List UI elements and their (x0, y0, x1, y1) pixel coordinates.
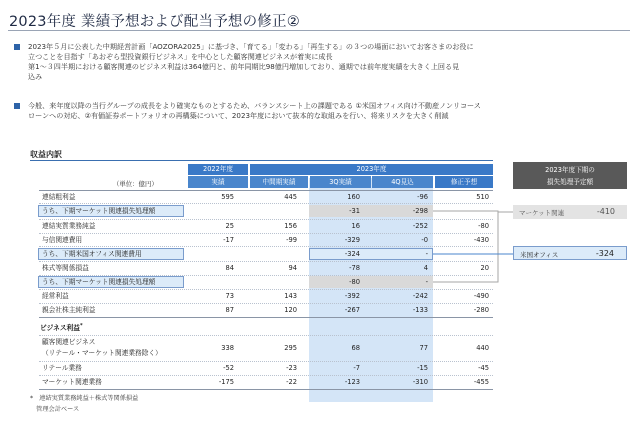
side-market-value: -410 (596, 207, 615, 216)
value-cell: 4 (423, 264, 428, 272)
value-cell: -22 (286, 378, 297, 386)
value-cell: 156 (284, 222, 297, 230)
value-cell: -252 (412, 222, 428, 230)
value-cell: -31 (349, 207, 360, 215)
value-cell: 68 (351, 344, 360, 352)
value-cell: -7 (353, 364, 360, 372)
side-header-line-1: 2023年度下期の (545, 166, 595, 174)
value-cell: -96 (417, 193, 428, 201)
bullet-1-line-3: 第1～３四半期における顧客関連のビジネス利益は364億円と、前年同期比98億円増加しており、通期では前年度実績を大きく上回る見 (28, 62, 460, 71)
bullet-2-line-1: 今般、来年度以降の当行グループの成長をより確実なものとするため、バランスシート上の課題である ①米国オフィス向け不動産ノンリコース (28, 101, 481, 110)
row-label-market-loss-1: うち、下期マーケット関連損失処理額 (42, 207, 156, 215)
header-fy2022: 2022年度 (188, 164, 248, 175)
value-cell: 160 (347, 193, 360, 201)
value-cell: 20 (480, 264, 489, 272)
value-cell: -298 (412, 207, 428, 215)
value-cell: -455 (473, 378, 489, 386)
value-cell: -392 (344, 292, 360, 300)
header-q4: 4Q見込 (372, 176, 433, 188)
value-cell: 84 (225, 264, 234, 272)
business-profit-title-text: ビジネス利益 (40, 324, 80, 333)
value-cell: 25 (225, 222, 234, 230)
row-label-retail: リテール業務 (42, 364, 82, 372)
value-cell: -175 (218, 378, 234, 386)
value-cell: 595 (221, 193, 234, 201)
header-q3: 3Q実績 (310, 176, 371, 188)
value-cell: -23 (286, 364, 297, 372)
value-cell: 94 (288, 264, 297, 272)
value-cell: 87 (225, 306, 234, 314)
row-label-market-business: マーケット関連業務 (42, 378, 102, 386)
value-cell: 77 (419, 344, 428, 352)
row-label-credit-costs: 与信関連費用 (42, 236, 83, 244)
business-profit-mark: * (79, 323, 83, 329)
row-label-net-income: 親会社株主純利益 (42, 306, 96, 314)
row-label-net-business-profit: 連結実質業務純益 (42, 222, 96, 230)
side-us-value: -324 (595, 249, 614, 258)
value-cell: -310 (412, 378, 428, 386)
value-cell: -267 (344, 306, 360, 314)
value-cell: 445 (284, 193, 297, 201)
page-title: 2023年度 業績予想および配当予想の修正② (9, 14, 300, 30)
header-fy2023: 2023年度 (250, 164, 493, 175)
row-label-gross-profit: 連結粗利益 (42, 193, 76, 201)
row-label-equity-gains: 株式等関係損益 (42, 264, 89, 272)
value-cell: 73 (225, 292, 234, 300)
bullet-1-line-4: 込み (28, 72, 43, 81)
unit-label: （単位：億円） (113, 180, 158, 188)
value-cell: -15 (417, 364, 428, 372)
value-cell: -17 (223, 236, 234, 244)
value-cell: -80 (478, 222, 489, 230)
value-cell: 510 (476, 193, 489, 201)
value-cell: 440 (476, 344, 489, 352)
value-cell: 295 (284, 344, 297, 352)
value-cell: -52 (223, 364, 234, 372)
bullet-1-line-1: 2023年５月に公表した中期経営計画「AOZORA2025」に基づき、「育てる」「変わる」「再生する」の３つの場面においてお客さまのお役に (28, 42, 474, 51)
value-cell: 143 (284, 292, 297, 300)
value-cell: -133 (412, 306, 428, 314)
bullet-1-line-2: 立つことを目指す「あおぞら型投資銀行ビジネス」を中心とした顧客関連ビジネスが着実に成長 (28, 52, 333, 61)
value-cell: -123 (344, 378, 360, 386)
value-cell: -280 (473, 306, 489, 314)
row-label-customer-business-note: （リテール・マーケット関連業務除く） (42, 349, 162, 357)
value-cell: -430 (473, 236, 489, 244)
section-title: 収益内訳 (30, 150, 62, 159)
value-cell: - (425, 250, 428, 258)
value-cell: -490 (473, 292, 489, 300)
row-label-market-loss-2: うち、下期マーケット関連損失処理額 (42, 278, 156, 286)
row-label-us-office: うち、下期米国オフィス関連費用 (42, 250, 142, 258)
row-label-ordinary-profit: 経常利益 (42, 292, 69, 300)
header-fy2022-actual: 実績 (188, 176, 248, 188)
footnote-2: 管理会計ベース (30, 406, 80, 413)
side-us-label: 米国オフィス (520, 251, 559, 259)
row-label-customer-business: 顧客関連ビジネス (42, 338, 96, 346)
value-cell: - (425, 278, 428, 286)
value-cell: 16 (351, 222, 360, 230)
value-cell: -99 (286, 236, 297, 244)
footnote-1: * 連結実質業務純益＋株式等関係損益 (30, 395, 139, 402)
value-cell: -324 (344, 250, 360, 258)
header-revised: 修正予想 (435, 176, 493, 188)
market-bracket-line (433, 211, 498, 282)
value-cell: -329 (344, 236, 360, 244)
value-cell: -78 (349, 264, 360, 272)
value-cell: 338 (221, 344, 234, 352)
side-market-label: マーケット関連 (519, 209, 565, 217)
value-cell: -242 (412, 292, 428, 300)
value-cell: -45 (478, 364, 489, 372)
value-cell: -80 (349, 278, 360, 286)
value-cell: 120 (284, 306, 297, 314)
side-header-line-2: 損失処理予定額 (546, 178, 594, 186)
bullet-2-line-2: ローンへの対応、②有価証券ポートフォリオの再構築について、2023年度において抜本的な取組みを行い、将来リスクを大きく削減 (28, 111, 449, 120)
value-cell: -0 (421, 236, 428, 244)
header-midterm: 中間期実績 (250, 176, 308, 188)
